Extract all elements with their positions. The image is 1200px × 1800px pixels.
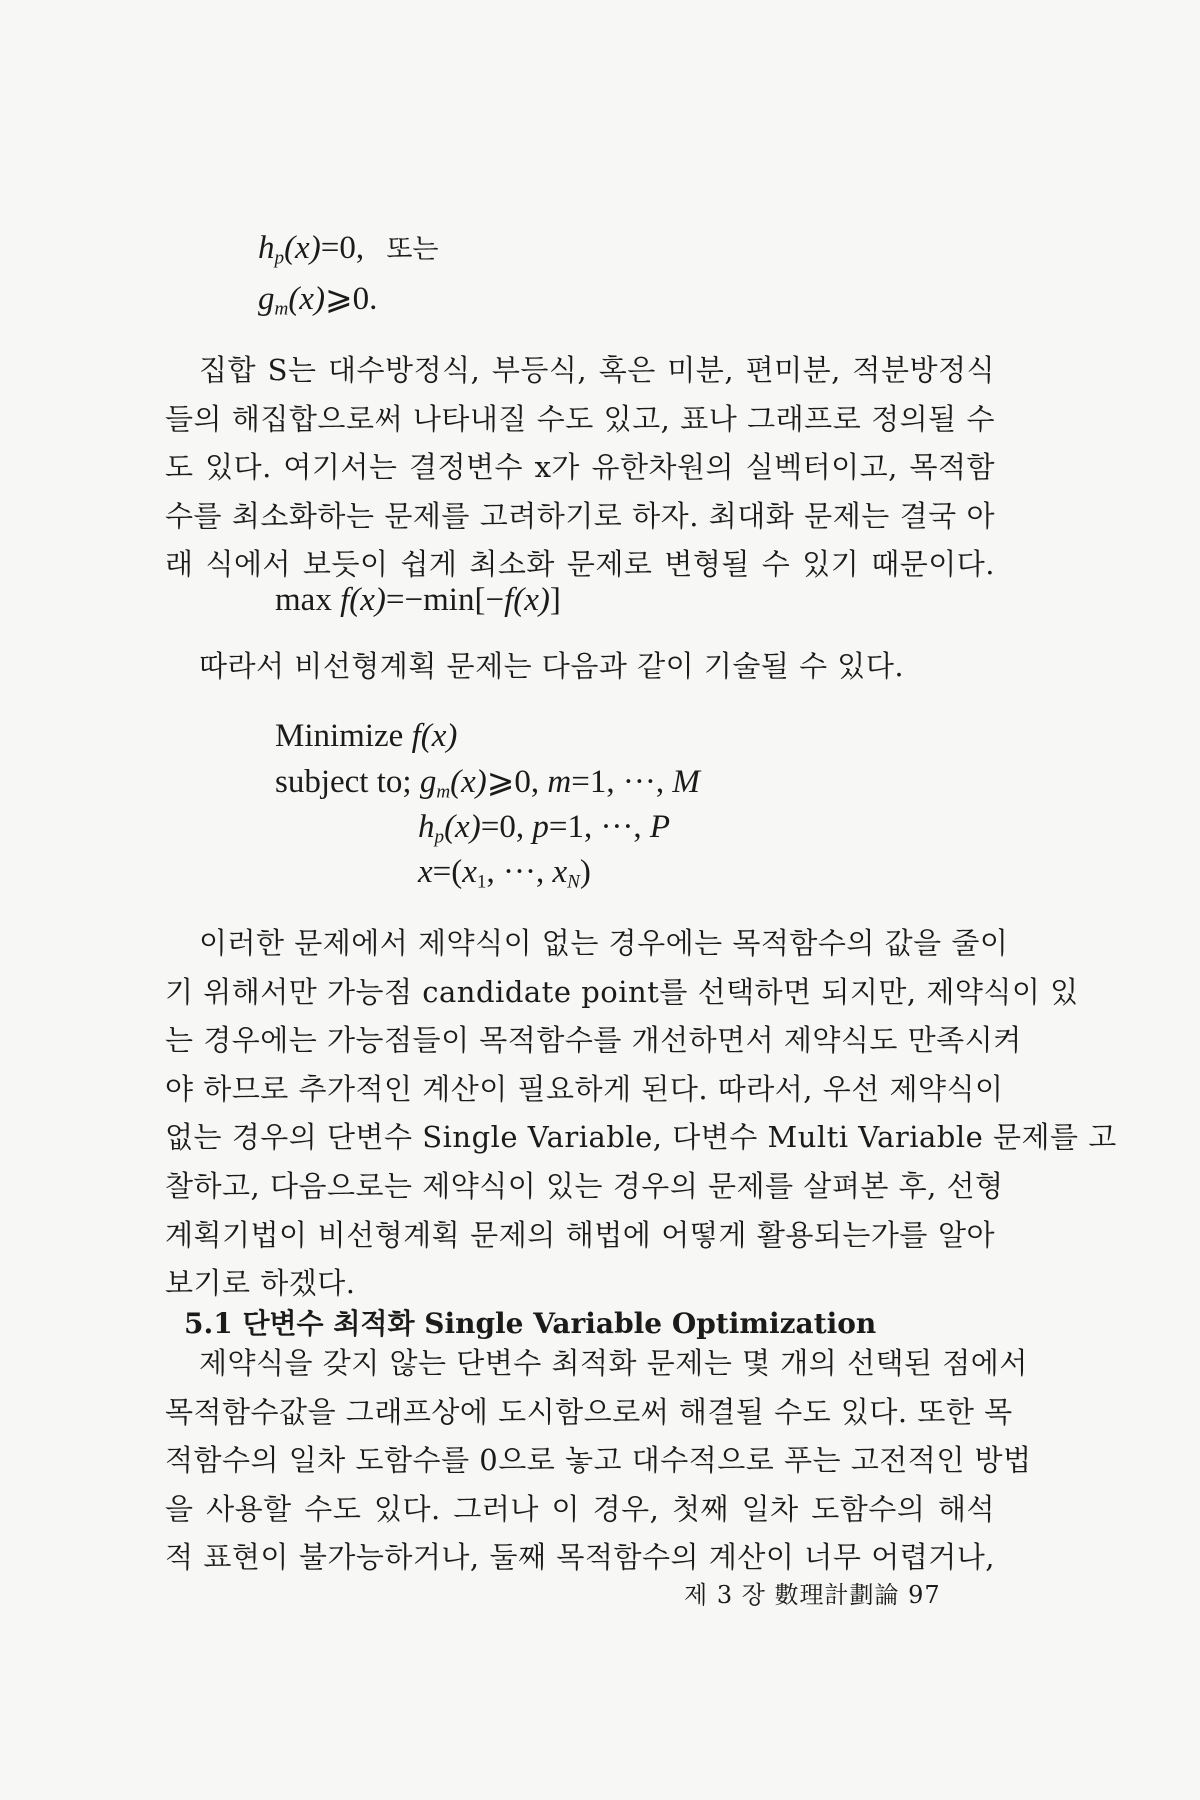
eq-func: h [258, 230, 275, 266]
eq-sub: m [436, 781, 451, 803]
eq-f: f [504, 582, 514, 618]
eq-arg: (x) [450, 764, 487, 800]
eq-arg: (x) [288, 281, 325, 317]
eq-eq: =( [432, 854, 463, 890]
problem-constraint-1 [275, 764, 700, 803]
paragraph-1 [165, 346, 995, 589]
text-line: 따라서 비선형계획 문제는 다음과 같이 기술될 수 있다. [199, 649, 905, 683]
section-heading: 5.1 단변수 최적화 Single Variable Optimization [184, 1307, 877, 1340]
eq-arg: (x) [420, 718, 458, 754]
text-line: 야 하므로 추가적인 계산이 필요하게 된다. 따라서, 우선 제약식이 [165, 1071, 1004, 1106]
problem-constraint-3 [418, 854, 591, 893]
text-line: 수를 최소화하는 문제를 고려하기로 하자. 최대화 문제는 결국 아 [165, 498, 995, 533]
eq-x: x [462, 854, 477, 890]
eq-rel: =0, [480, 809, 533, 845]
minimize-word: Minimize [275, 718, 412, 754]
eq-end: ] [549, 582, 561, 618]
text-line: 제약식을 갖지 않는 단변수 최적화 문제는 몇 개의 선택된 점에서 [199, 1346, 1028, 1380]
problem-constraint-2 [418, 809, 671, 848]
text-line: 래 식에서 보듯이 쉽게 최소화 문제로 변형될 수 있기 때문이다. [165, 547, 995, 582]
eq-dots: , ···, [486, 854, 553, 890]
eq-arg: (x) [349, 582, 386, 618]
paragraph-4 [165, 1339, 1032, 1582]
text-line: 도 있다. 여기서는 결정변수 x가 유한차원의 실벡터이고, 목적함 [165, 450, 995, 485]
eq-func: g [258, 281, 275, 317]
eq-arg: (x) [284, 230, 321, 266]
eq-sub: N [567, 871, 580, 893]
eq-func: h [418, 809, 435, 845]
eq-rel: ⩾0, [486, 764, 548, 800]
text-line: 없는 경우의 단변수 Single Variable, 다변수 Multi Variable 문제를 고 [165, 1120, 1117, 1155]
text-line: 는 경우에는 가능점들이 목적함수를 개선하면서 제약식도 만족시켜 [165, 1023, 1022, 1058]
page-footer: 제 3 장 數理計劃論 97 [684, 1581, 941, 1609]
paragraph-3 [165, 919, 1117, 1308]
text-line: 기 위해서만 가능점 candidate point를 선택하면 되지만, 제약식이 있 [165, 974, 1079, 1009]
eq-close: ) [579, 854, 591, 890]
eq-x: x [418, 854, 433, 890]
equation-gm [258, 281, 378, 320]
eq-idx: p [532, 809, 549, 845]
eq-arg: (x) [513, 582, 550, 618]
eq-mid: =−min[− [385, 582, 505, 618]
eq-sub: p [434, 826, 445, 848]
text-line: 찰하고, 다음으로는 제약식이 있는 경우의 문제를 살펴본 후, 선형 [165, 1168, 1004, 1203]
problem-minimize [275, 720, 457, 753]
eq-range: =1, ···, [548, 809, 650, 845]
eq-arg: (x) [444, 809, 481, 845]
eq-rel: ⩾0. [324, 281, 378, 317]
text-line: 계획기법이 비선형계획 문제의 해법에 어떻게 활용되는가를 알아 [165, 1217, 995, 1252]
eq-sub: 1 [476, 871, 487, 893]
eq-sub: m [274, 298, 289, 320]
eq-f: f [411, 718, 421, 754]
eq-word: 또는 [386, 234, 439, 265]
eq-range: =1, ···, [571, 764, 673, 800]
text-line: 이러한 문제에서 제약식이 없는 경우에는 목적함수의 값을 줄이 [199, 926, 1009, 960]
paragraph-2 [165, 642, 995, 691]
text-line: 들의 해집합으로써 나타내질 수도 있고, 표나 그래프로 정의될 수 [165, 401, 995, 436]
eq-pre: max [275, 582, 341, 618]
equation-hp [258, 230, 439, 269]
text-line: 적 표현이 불가능하거나, 둘째 목적함수의 계산이 너무 어렵거나, [165, 1540, 995, 1575]
equation-max [275, 584, 561, 617]
text-line: 집합 S는 대수방정식, 부등식, 혹은 미분, 편미분, 적분방정식 [199, 353, 995, 387]
eq-max: M [672, 764, 700, 800]
eq-f: f [340, 582, 350, 618]
eq-sub: p [274, 247, 285, 269]
text-line: 을 사용할 수도 있다. 그러나 이 경우, 첫째 일차 도함수의 해석 [165, 1491, 995, 1526]
eq-rel: =0, [320, 230, 365, 266]
eq-func: g [419, 764, 437, 800]
subject-to: subject to; [275, 764, 420, 800]
eq-max: P [649, 809, 671, 845]
text-line: 목적함수값을 그래프상에 도시함으로써 해결될 수도 있다. 또한 목 [165, 1394, 1013, 1429]
text-line: 적함수의 일차 도함수를 0으로 놓고 대수적으로 푸는 고전적인 방법 [165, 1443, 1032, 1478]
text-line: 보기로 하겠다. [165, 1266, 356, 1301]
eq-idx: m [547, 764, 572, 800]
eq-x: x [552, 854, 568, 890]
